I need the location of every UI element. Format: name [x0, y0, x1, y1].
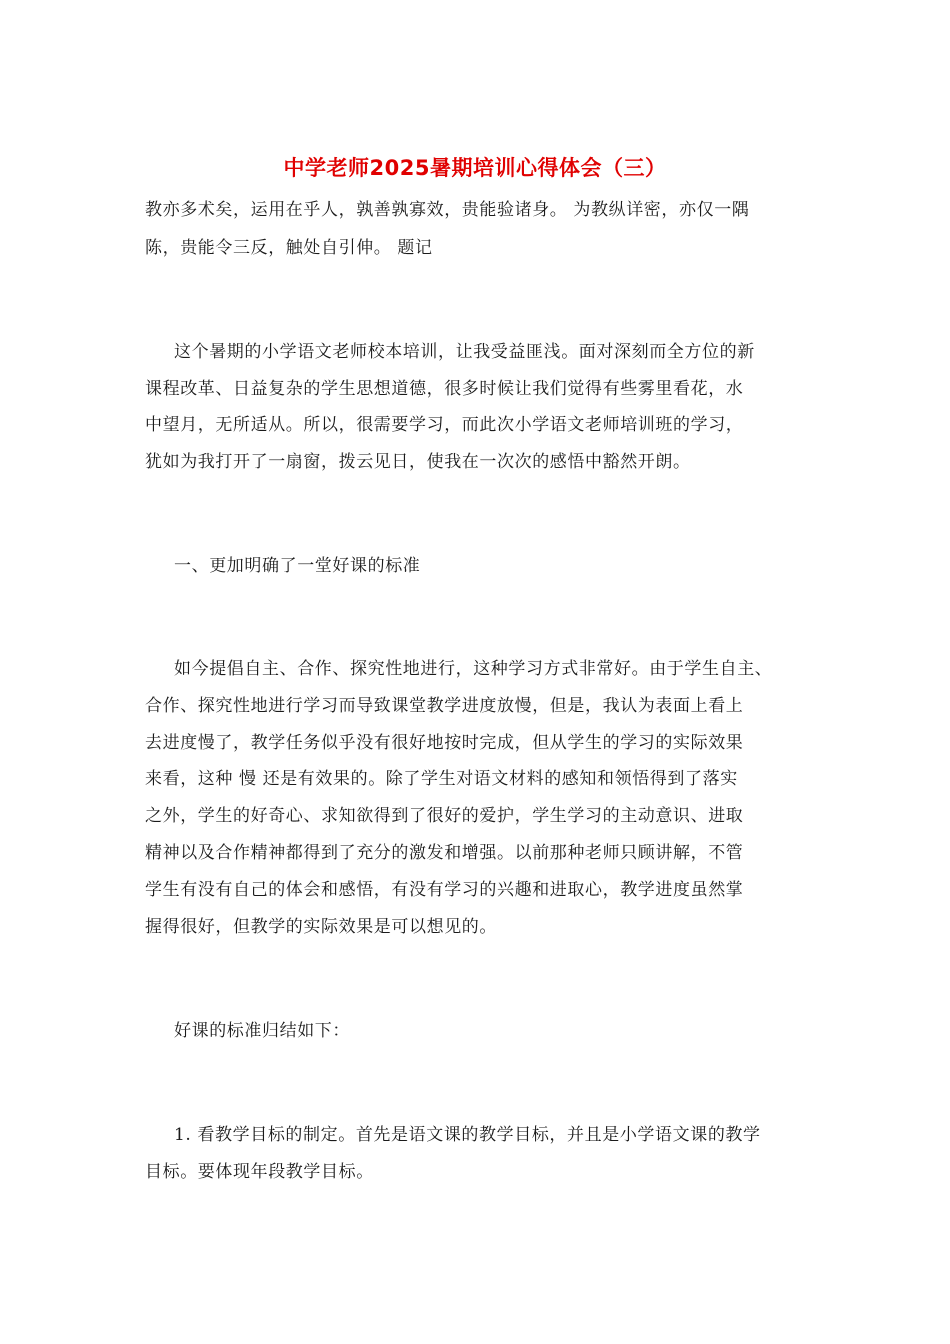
document-title: 中学老师2025暑期培训心得体会（三）: [283, 156, 667, 180]
intro-paragraph-line: 课程改革、日益复杂的学生思想道德，很多时候让我们觉得有些雾里看花，水: [145, 379, 744, 399]
body-paragraph-line: 如今提倡自主、合作、探究性地进行，这种学习方式非常好。由于学生自主、: [174, 659, 773, 679]
list-item-line: 1. 看教学目标的制定。首先是语文课的教学目标，并且是小学语文课的教学: [174, 1125, 761, 1145]
body-paragraph-line: 之外，学生的好奇心、求知欲得到了很好的爱护，学生学习的主动意识、进取: [145, 806, 744, 826]
intro-paragraph-line: 犹如为我打开了一扇窗，拨云见日，使我在一次次的感悟中豁然开朗。: [145, 452, 691, 472]
body-paragraph-line: 学生有没有自己的体会和感悟，有没有学习的兴趣和进取心，教学进度虽然掌: [145, 880, 744, 900]
epigraph-line: 教亦多术矣，运用在乎人，孰善孰寡效，贵能验诸身。 为教纵详密，亦仅一隅: [145, 200, 750, 220]
body-paragraph-line: 握得很好，但教学的实际效果是可以想见的。: [145, 917, 497, 937]
list-item-line: 目标。要体现年段教学目标。: [145, 1162, 374, 1182]
body-paragraph-line: 精神以及合作精神都得到了充分的激发和增强。以前那种老师只顾讲解，不管: [145, 843, 744, 863]
body-paragraph-line: 去进度慢了，教学任务似乎没有很好地按时完成，但从学生的学习的实际效果: [145, 733, 744, 753]
body-paragraph-line: 合作、探究性地进行学习而导致课堂教学进度放慢，但是，我认为表面上看上: [145, 696, 744, 716]
intro-paragraph-line: 这个暑期的小学语文老师校本培训，让我受益匪浅。面对深刻而全方位的新: [174, 342, 755, 362]
section-heading: 一、更加明确了一堂好课的标准: [174, 556, 421, 576]
body-paragraph-line: 来看，这种 慢 还是有效果的。除了学生对语文材料的感知和领悟得到了落实: [145, 769, 738, 789]
epigraph-line: 陈，贵能令三反，触处自引伸。 题记: [145, 238, 433, 258]
intro-paragraph-line: 中望月，无所适从。所以，很需要学习，而此次小学语文老师培训班的学习，: [145, 415, 744, 435]
standards-intro: 好课的标准归结如下：: [174, 1021, 350, 1041]
